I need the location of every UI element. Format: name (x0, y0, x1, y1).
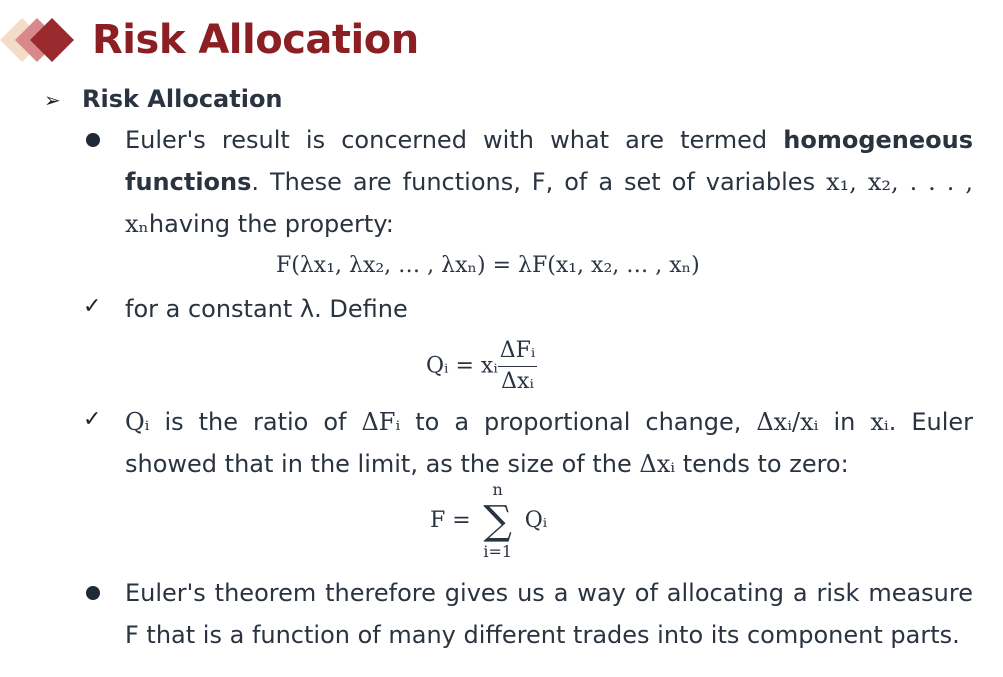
diamond-logo-icon (0, 14, 80, 66)
eq2-fraction (498, 336, 538, 397)
eq3-op: = (452, 508, 471, 533)
circle-bullet-icon (86, 586, 100, 600)
paragraph-ratio (125, 401, 973, 485)
eq2-denominator: Δxᵢ (501, 369, 534, 394)
equation-homogeneity (276, 253, 700, 278)
p3-t5: tends to zero: (675, 450, 849, 478)
page-title: Risk Allocation (92, 17, 419, 63)
p1-lead: Euler's result is concerned with what are termed (125, 126, 784, 154)
p3-t2: to a proportional change, (400, 408, 757, 436)
eq2-lhs: Qᵢ (426, 353, 449, 379)
eq2-numerator: ΔFᵢ (498, 336, 538, 367)
circle-bullet-icon (86, 133, 100, 147)
check-mark-icon: ✓ (83, 407, 102, 432)
sum-lower: i=1 (483, 542, 513, 561)
p1-vars: x₁, x₂, . . . , xₙ (125, 168, 974, 238)
paragraph-define: for a constant λ. Define (125, 295, 408, 323)
p3-dF: ΔFᵢ (361, 408, 401, 436)
eq1-op: = (492, 253, 512, 278)
p3-t4: . Euler showed that in the limit, as the size of the (125, 408, 974, 478)
p1-mid: . These are functions, F, of a set of variables (251, 168, 827, 196)
equation-q-definition (426, 336, 537, 397)
paragraph-theorem: Euler's theorem therefore gives us a way of allocating a risk measure F that is a function of many different trades into its component parts. (125, 579, 973, 649)
eq2-op: = (455, 353, 474, 379)
p3-dx: Δxᵢ (639, 450, 676, 478)
sum-upper: n (492, 480, 503, 499)
section-heading: Risk Allocation (82, 85, 283, 113)
eq3-term: Qᵢ (524, 508, 548, 533)
arrowhead-bullet-icon: ➢ (44, 88, 61, 112)
sigma-symbol: ∑ (483, 498, 512, 544)
eq3-lhs: F (430, 508, 446, 533)
p3-t1: is the ratio of (149, 408, 362, 436)
equation-euler-sum (430, 481, 547, 561)
p3-q: Qᵢ (125, 408, 150, 436)
p1-tail: having the property: (148, 210, 394, 238)
p3-ratio: Δxᵢ/xᵢ (756, 408, 819, 436)
paragraph-homogeneous (125, 119, 973, 245)
check-mark-icon: ✓ (83, 294, 102, 319)
p3-t3: in (818, 408, 871, 436)
eq2-factor: xᵢ (480, 353, 498, 379)
p3-xi: xᵢ (870, 408, 889, 436)
eq1-rhs: λF(x₁, x₂, … , xₙ) (518, 253, 700, 278)
summation (478, 481, 518, 561)
p1-bold-term: homogeneous functions (125, 126, 973, 196)
eq1-lhs: F(λx₁, λx₂, … , λxₙ) (276, 253, 486, 278)
